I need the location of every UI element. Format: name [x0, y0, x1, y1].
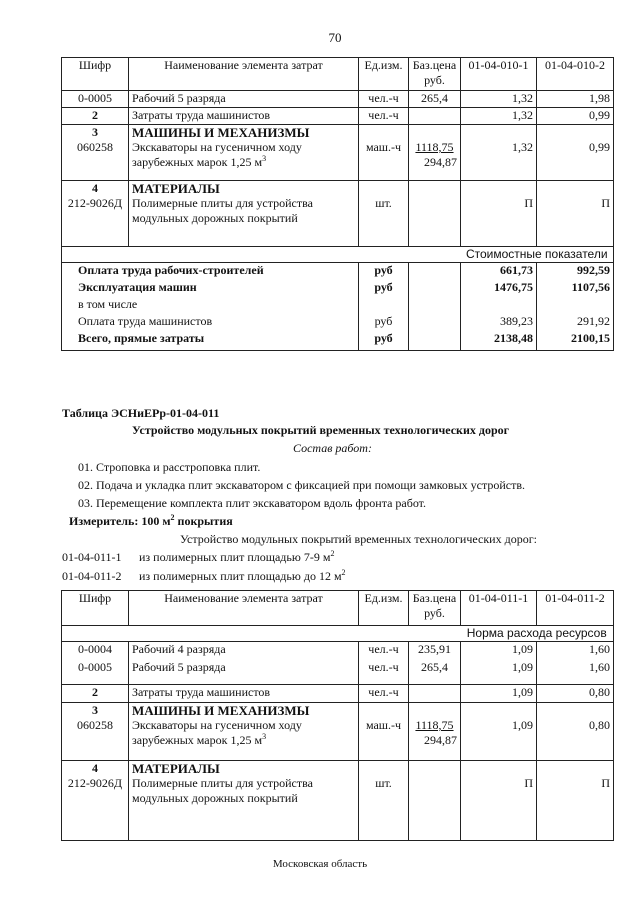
name-line: Экскаваторы на гусеничном ходу	[132, 718, 302, 732]
name-line: Полимерные плиты для устройства	[132, 196, 313, 210]
value-cell: 1107,56	[537, 280, 614, 297]
price-cell: 235,91	[409, 642, 461, 660]
name-cell: Затраты труда машинистов	[129, 685, 359, 703]
cost-name: Всего, прямые затраты	[62, 331, 359, 351]
value-cell: 661,73	[461, 263, 537, 280]
table-row	[62, 642, 614, 660]
variant-description: из полимерных плит площадью до 12 м	[139, 569, 342, 583]
code-cell: 060258	[77, 140, 113, 154]
group-heading: МАТЕРИАЛЫ	[132, 761, 220, 776]
table-row	[62, 263, 614, 280]
code-cell: 0-0005	[62, 91, 129, 108]
resource-table-1	[61, 57, 614, 351]
unit-cell: шт.	[359, 761, 409, 841]
header-price: Баз.цена руб.	[409, 58, 461, 91]
table-row	[62, 660, 614, 685]
name-cell: Рабочий 5 разряда	[129, 660, 359, 685]
table-title: Таблица ЭСНиЕРр-01-04-011	[62, 406, 220, 420]
unit-cell: руб	[359, 314, 409, 331]
header-col1: 01-04-011-1	[461, 591, 537, 626]
work-item: 02. Подача и укладка плит экскаватором с фиксацией при помощи замковых устройств.	[78, 478, 526, 492]
header-code: Шифр	[62, 58, 129, 91]
section-label: Норма расхода ресурсов	[461, 626, 614, 642]
unit-cell: руб	[359, 263, 409, 280]
value-cell: 0,99	[537, 108, 614, 125]
table-row	[62, 280, 614, 297]
cost-name: Оплата труда машинистов	[62, 314, 359, 331]
price-cell: 265,4	[409, 660, 461, 685]
unit-cell: чел.-ч	[359, 91, 409, 108]
value-cell: 1,09	[461, 703, 537, 761]
name-cell: Рабочий 5 разряда	[129, 91, 359, 108]
value-cell: 0,99	[537, 125, 614, 181]
price-cell: 294,87	[424, 733, 457, 747]
name-line: модульных дорожных покрытий	[132, 791, 298, 805]
value-cell: 2100,15	[537, 331, 614, 351]
cost-name: Эксплуатация машин	[62, 280, 359, 297]
table-row	[62, 125, 614, 181]
value-cell: 1,09	[461, 642, 537, 660]
value-cell: П	[537, 761, 614, 841]
unit-cell: руб	[359, 331, 409, 351]
cost-name: в том числе	[62, 297, 359, 314]
group-heading: МАТЕРИАЛЫ	[132, 181, 220, 196]
value-cell: 1,60	[537, 660, 614, 685]
variant-description: из полимерных плит площадью 7-9 м	[139, 550, 331, 564]
unit-cell: чел.-ч	[359, 660, 409, 685]
code-group: 4	[92, 761, 98, 775]
value-cell: 1,98	[537, 91, 614, 108]
table-row	[62, 181, 614, 247]
code-cell: 0-0004	[62, 642, 129, 660]
value-cell: 992,59	[537, 263, 614, 280]
work-description: Устройство модульных покрытий временных технологических дорог:	[180, 532, 537, 546]
unit-cell: маш.-ч	[359, 125, 409, 181]
header-col1: 01-04-010-1	[461, 58, 537, 91]
header-name: Наименование элемента затрат	[129, 58, 359, 91]
resource-table-2	[61, 590, 614, 841]
table-row	[62, 761, 614, 841]
unit-cell: чел.-ч	[359, 108, 409, 125]
value-cell: П	[461, 761, 537, 841]
measure-unit	[69, 513, 233, 529]
code-cell: 212-9026Д	[67, 776, 123, 790]
table-row	[62, 297, 614, 314]
value-cell: 0,80	[537, 685, 614, 703]
variant-code: 01-04-011-1	[62, 550, 122, 564]
section-label: Стоимостные показатели	[461, 247, 614, 263]
measure-unit-tail: покрытия	[174, 514, 233, 528]
header-code: Шифр	[62, 591, 129, 626]
header-name: Наименование элемента затрат	[129, 591, 359, 626]
measure-unit-text: Измеритель: 100 м	[69, 514, 171, 528]
price-cell: 1118,75	[415, 140, 454, 154]
superscript: 2	[330, 549, 335, 558]
table-subtitle: Устройство модульных покрытий временных технологических дорог	[132, 423, 510, 437]
name-line: зарубежных марок 1,25 м	[132, 733, 263, 747]
name-line: Полимерные плиты для устройства	[132, 776, 313, 790]
code-cell: 2	[62, 685, 129, 703]
table-row	[62, 685, 614, 703]
superscript: 2	[170, 513, 175, 522]
header-col2: 01-04-011-2	[537, 591, 614, 626]
name-line: зарубежных марок 1,25 м	[132, 155, 263, 169]
value-cell: 1,32	[461, 91, 537, 108]
header-unit: Ед.изм.	[359, 58, 409, 91]
unit-cell: чел.-ч	[359, 685, 409, 703]
value-cell: П	[537, 181, 614, 247]
price-cell: 1118,75	[415, 718, 454, 732]
page-number: 70	[328, 30, 342, 45]
unit-cell: чел.-ч	[359, 642, 409, 660]
variant-text	[139, 568, 346, 584]
code-group: 3	[92, 125, 98, 139]
name-line: модульных дорожных покрытий	[132, 211, 298, 225]
table-row	[62, 331, 614, 351]
superscript: 3	[262, 732, 267, 741]
header-col2: 01-04-010-2	[537, 58, 614, 91]
value-cell: 2138,48	[461, 331, 537, 351]
page-footer: Московская область	[272, 858, 368, 870]
value-cell: 1,09	[461, 660, 537, 685]
superscript: 2	[341, 568, 346, 577]
unit-cell: руб	[359, 280, 409, 297]
code-cell: 2	[62, 108, 129, 125]
code-cell: 212-9026Д	[67, 196, 123, 210]
group-heading: МАШИНЫ И МЕХАНИЗМЫ	[132, 703, 310, 718]
table-row	[62, 314, 614, 331]
value-cell: 1,32	[461, 125, 537, 181]
value-cell: 1476,75	[461, 280, 537, 297]
group-heading: МАШИНЫ И МЕХАНИЗМЫ	[132, 125, 310, 140]
value-cell: 1,09	[461, 685, 537, 703]
variant-code: 01-04-011-2	[62, 569, 122, 583]
value-cell: П	[461, 181, 537, 247]
works-heading: Состав работ:	[293, 441, 372, 455]
header-unit: Ед.изм.	[359, 591, 409, 626]
work-item: 03. Перемещение комплекта плит экскаватором вдоль фронта работ.	[78, 496, 427, 510]
table-row	[62, 91, 614, 108]
price-cell: 294,87	[424, 155, 457, 169]
cost-name: Оплата труда рабочих-строителей	[62, 263, 359, 280]
unit-cell: маш.-ч	[359, 703, 409, 761]
code-group: 3	[92, 703, 98, 717]
name-line: Экскаваторы на гусеничном ходу	[132, 140, 302, 154]
table-row	[62, 703, 614, 761]
code-cell: 0-0005	[62, 660, 129, 685]
unit-cell: шт.	[359, 181, 409, 247]
value-cell: 291,92	[537, 314, 614, 331]
work-item: 01. Строповка и расстроповка плит.	[78, 460, 261, 474]
value-cell: 0,80	[537, 703, 614, 761]
header-price: Баз.цена руб.	[409, 591, 461, 626]
table-row	[62, 108, 614, 125]
value-cell: 1,60	[537, 642, 614, 660]
value-cell: 1,32	[461, 108, 537, 125]
superscript: 3	[262, 154, 267, 163]
name-cell: Затраты труда машинистов	[129, 108, 359, 125]
code-cell: 060258	[77, 718, 113, 732]
price-cell: 265,4	[409, 91, 461, 108]
variant-text	[139, 549, 334, 565]
name-cell: Рабочий 4 разряда	[129, 642, 359, 660]
value-cell: 389,23	[461, 314, 537, 331]
code-group: 4	[92, 181, 98, 195]
